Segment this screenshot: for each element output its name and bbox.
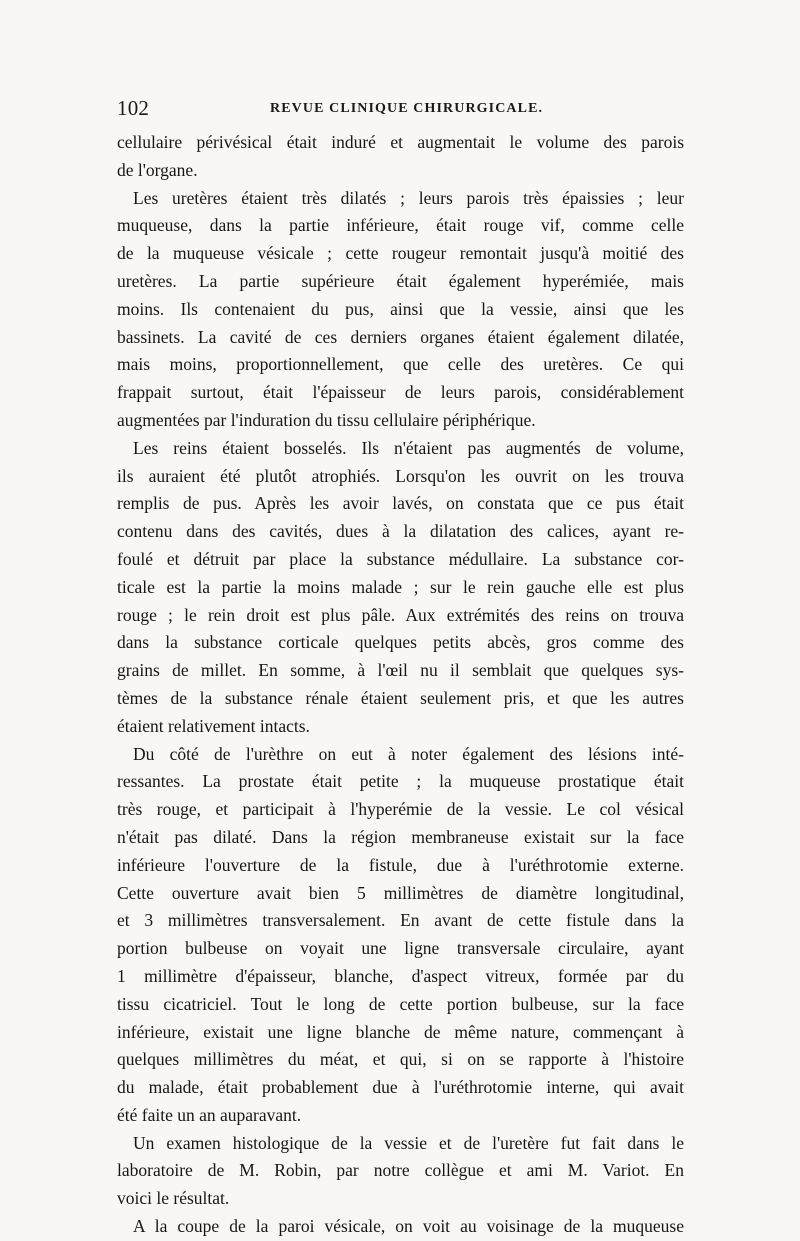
text-line: bassinets. La cavité de ces derniers organes étaient également dilatée, <box>117 326 684 347</box>
text-line: laboratoire de M. Robin, par notre collègue et ami M. Variot. En <box>117 1160 684 1181</box>
text-line: et 3 millimètres transversalement. En avant de cette fistule dans la <box>117 910 684 931</box>
text-line: 1 millimètre d'épaisseur, blanche, d'aspect vitreux, formée par du <box>117 965 684 986</box>
text-line: du malade, était probablement due à l'uréthrotomie interne, qui avait <box>117 1077 684 1098</box>
page-header <box>117 96 684 124</box>
text-line: muqueuse, dans la partie inférieure, était rouge vif, comme celle <box>117 215 684 236</box>
text-line: dans la substance corticale quelques petits abcès, gros comme des <box>117 632 684 653</box>
running-head: REVUE CLINIQUE CHIRURGICALE. <box>270 101 544 116</box>
text-line: de la muqueuse vésicale ; cette rougeur remontait jusqu'à moitié des <box>117 243 684 264</box>
text-line: cellulaire périvésical était induré et augmentait le volume des parois <box>117 132 684 152</box>
text-line: tèmes de la substance rénale étaient seulement pris, et que les autres <box>117 687 684 708</box>
text-line: ils auraient été plutôt atrophiés. Lorsqu'on les ouvrit on les trouva <box>117 465 684 486</box>
text-line: ticale est la partie la moins malade ; sur le rein gauche elle est plus <box>117 576 684 597</box>
body-text <box>117 129 684 1241</box>
text-line: inférieure l'ouverture de la fistule, due à l'uréthrotomie externe. <box>117 854 684 875</box>
text-line: mais moins, proportionnellement, que celle des uretères. Ce qui <box>117 354 684 375</box>
text-line: voici le résultat. <box>117 1188 230 1209</box>
text-line: de l'organe. <box>117 159 198 180</box>
text-line: foulé et détruit par place la substance médullaire. La substance cor- <box>117 548 684 569</box>
text-line: augmentées par l'induration du tissu cellulaire périphérique. <box>117 409 536 430</box>
text-line: Les uretères étaient très dilatés ; leurs parois très épaissies ; leur <box>133 187 684 208</box>
text-line: A la coupe de la paroi vésicale, on voit au voisinage de la muqueuse <box>133 1216 684 1237</box>
text-line: grains de millet. En somme, à l'œil nu il semblait que quelques sys- <box>117 660 684 681</box>
text-line: moins. Ils contenaient du pus, ainsi que la vessie, ainsi que les <box>117 298 684 319</box>
text-line: portion bulbeuse on voyait une ligne transversale circulaire, ayant <box>117 938 684 959</box>
text-line: Du côté de l'urèthre on eut à noter également des lésions inté- <box>133 743 684 764</box>
text-line: Un examen histologique de la vessie et de l'uretère fut fait dans le <box>133 1132 684 1153</box>
text-line: contenu dans des cavités, dues à la dilatation des calices, ayant re- <box>117 521 684 542</box>
text-line: frappait surtout, était l'épaisseur de leurs parois, considérablement <box>117 382 684 403</box>
text-line: ressantes. La prostate était petite ; la muqueuse prostatique était <box>117 771 684 792</box>
text-line: remplis de pus. Après les avoir lavés, on constata que ce pus était <box>117 493 684 514</box>
page-number: 102 <box>117 96 150 120</box>
text-line: quelques millimètres du méat, et qui, si on se rapporte à l'histoire <box>117 1049 684 1070</box>
text-line: tissu cicatriciel. Tout le long de cette portion bulbeuse, sur la face <box>117 993 684 1014</box>
text-line: Les reins étaient bosselés. Ils n'étaient pas augmentés de volume, <box>133 437 684 458</box>
text-line: uretères. La partie supérieure était également hyperémiée, mais <box>117 270 684 291</box>
text-line: inférieure, existait une ligne blanche de même nature, commençant à <box>117 1021 684 1042</box>
text-line: Cette ouverture avait bien 5 millimètres de diamètre longitudinal, <box>117 882 684 903</box>
text-line: très rouge, et participait à l'hyperémie de la vessie. Le col vésical <box>117 799 684 820</box>
text-line: été faite un an auparavant. <box>117 1104 302 1125</box>
text-line: rouge ; le rein droit est plus pâle. Aux extrémités des reins on trouva <box>117 604 684 625</box>
text-line: étaient relativement intacts. <box>117 715 310 736</box>
text-line: n'était pas dilaté. Dans la région membraneuse existait sur la face <box>117 826 684 847</box>
